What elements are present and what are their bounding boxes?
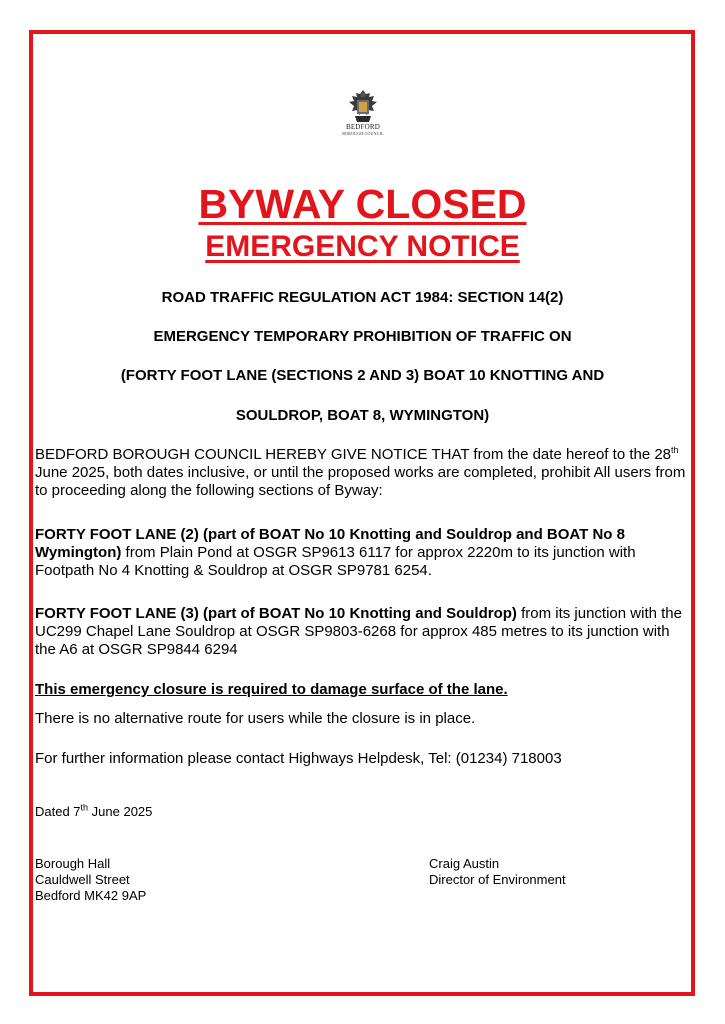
location-heading-line1: (FORTY FOOT LANE (SECTIONS 2 AND 3) BOAT 10 KNOTTING AND [120, 367, 605, 384]
intro-text-start: BEDFORD BOROUGH COUNCIL HEREBY GIVE NOTICE THAT from the date hereof to the 28 [35, 446, 672, 463]
section-3-title: FORTY FOOT LANE (3) (part of BOAT No 10 Knotting and Souldrop) [35, 605, 517, 622]
dated-superscript: th [80, 802, 89, 813]
contact-info: For further information please contact Highways Helpdesk, Tel: (01234) 718003 [35, 750, 562, 767]
section-2-text: from Plain Pond at OSGR SP9613 6117 for approx 2220m to its junction with Footpath No 4 Knotting & Souldrop at OSGR SP9781 6254. [35, 544, 636, 579]
page-title: BYWAY CLOSED [198, 181, 527, 227]
closure-reason: This emergency closure is required to damage surface of the lane. [35, 681, 508, 698]
intro-paragraph [35, 446, 693, 500]
dated-line [35, 804, 152, 820]
address-line-3: Bedford MK42 9AP [35, 888, 147, 903]
intro-superscript: th [671, 445, 679, 455]
address-line-1: Borough Hall [35, 856, 111, 871]
dated-text-end: June 2025 [88, 804, 153, 819]
address-line-2: Cauldwell Street [35, 872, 130, 887]
section-3-text: from its junction with the UC299 Chapel Lane Souldrop at OSGR SP9803-6268 for approx 485 metres to its junction with the A6 at OSGR SP9844 6294 [35, 605, 682, 658]
section-2-title: FORTY FOOT LANE (2) (part of BOAT No 10 Knotting and Souldrop and BOAT No 8 Wymington) [35, 526, 625, 561]
signatory-title: Director of Environment [429, 872, 566, 887]
signatory-block [429, 856, 566, 888]
signatory-name: Craig Austin [429, 856, 500, 871]
page-subtitle: EMERGENCY NOTICE [205, 230, 520, 263]
alternative-route-note: There is no alternative route for users while the closure is in place. [35, 710, 476, 727]
act-heading: ROAD TRAFFIC REGULATION ACT 1984: SECTION 14(2) [161, 289, 564, 306]
logo-subtitle: BOROUGH COUNCIL [342, 131, 384, 136]
intro-text-end: June 2025, both dates inclusive, or until the proposed works are completed, prohibit All users from to proceeding along the following sections of Byway: [35, 464, 686, 499]
location-heading-line2: SOULDROP, BOAT 8, WYMINGTON) [235, 407, 490, 424]
section-2-paragraph [35, 526, 693, 580]
logo-name: BEDFORD [345, 123, 381, 131]
address-block [35, 856, 146, 904]
section-3-paragraph [35, 605, 693, 659]
council-logo [338, 88, 388, 144]
crest-icon [346, 88, 380, 124]
prohibition-heading: EMERGENCY TEMPORARY PROHIBITION OF TRAFFIC ON [153, 328, 572, 345]
dated-text-start: Dated 7 [35, 804, 81, 819]
notice-border [29, 30, 695, 996]
